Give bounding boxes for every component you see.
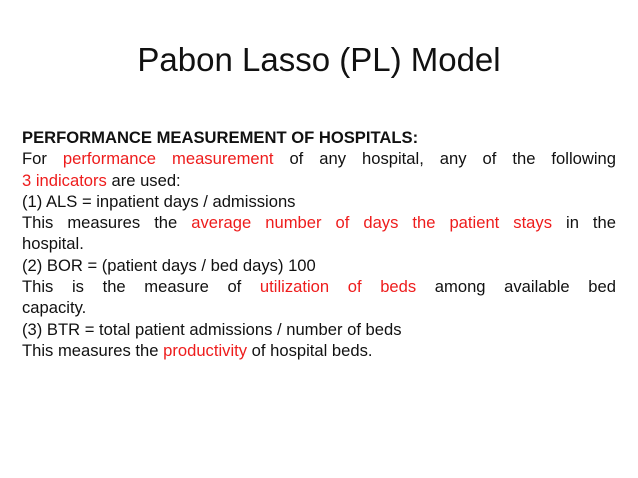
intro-highlight-indicators: 3 indicators xyxy=(22,170,107,190)
intro-text-e: are used: xyxy=(106,170,181,190)
indicator-2-desc-a: This is the measure of xyxy=(22,277,260,297)
indicator-3-desc-c: of hospital beds. xyxy=(247,340,373,360)
indicator-2-desc-line-1 xyxy=(22,276,616,297)
slide-body xyxy=(22,127,616,361)
indicator-1-desc-c: in the xyxy=(552,213,616,233)
indicator-2-highlight: utilization of beds xyxy=(259,277,417,297)
indicator-1-label: (1) ALS = inpatient days / admissions xyxy=(22,191,296,211)
indicator-2-desc-line-2: capacity. xyxy=(22,298,87,318)
intro-line-1 xyxy=(22,148,616,169)
intro-text-c: of any hospital, any of the following xyxy=(273,149,616,169)
indicator-3-desc xyxy=(22,340,616,361)
indicator-3-label: (3) BTR = total patient admissions / number of beds xyxy=(22,319,402,339)
indicator-2-label: (2) BOR = (patient days / bed days) 100 xyxy=(22,255,316,275)
indicator-1-desc-line-2: hospital. xyxy=(22,234,84,254)
indicator-3-highlight: productivity xyxy=(163,340,248,360)
slide-title: Pabon Lasso (PL) Model xyxy=(137,41,501,78)
indicator-2-desc-c: among available bed xyxy=(416,277,616,297)
indicator-3-desc-a: This measures the xyxy=(22,340,164,360)
indicator-1-desc-a: This measures the xyxy=(22,213,192,233)
indicator-1-desc-line-1 xyxy=(22,212,616,233)
intro-line-2 xyxy=(22,170,616,191)
indicator-1-highlight: average number of days the patient stays xyxy=(191,213,553,233)
intro-highlight-performance: performance measurement xyxy=(62,149,274,169)
section-heading: PERFORMANCE MEASUREMENT OF HOSPITALS: xyxy=(22,128,419,147)
intro-text-a: For xyxy=(22,149,63,169)
